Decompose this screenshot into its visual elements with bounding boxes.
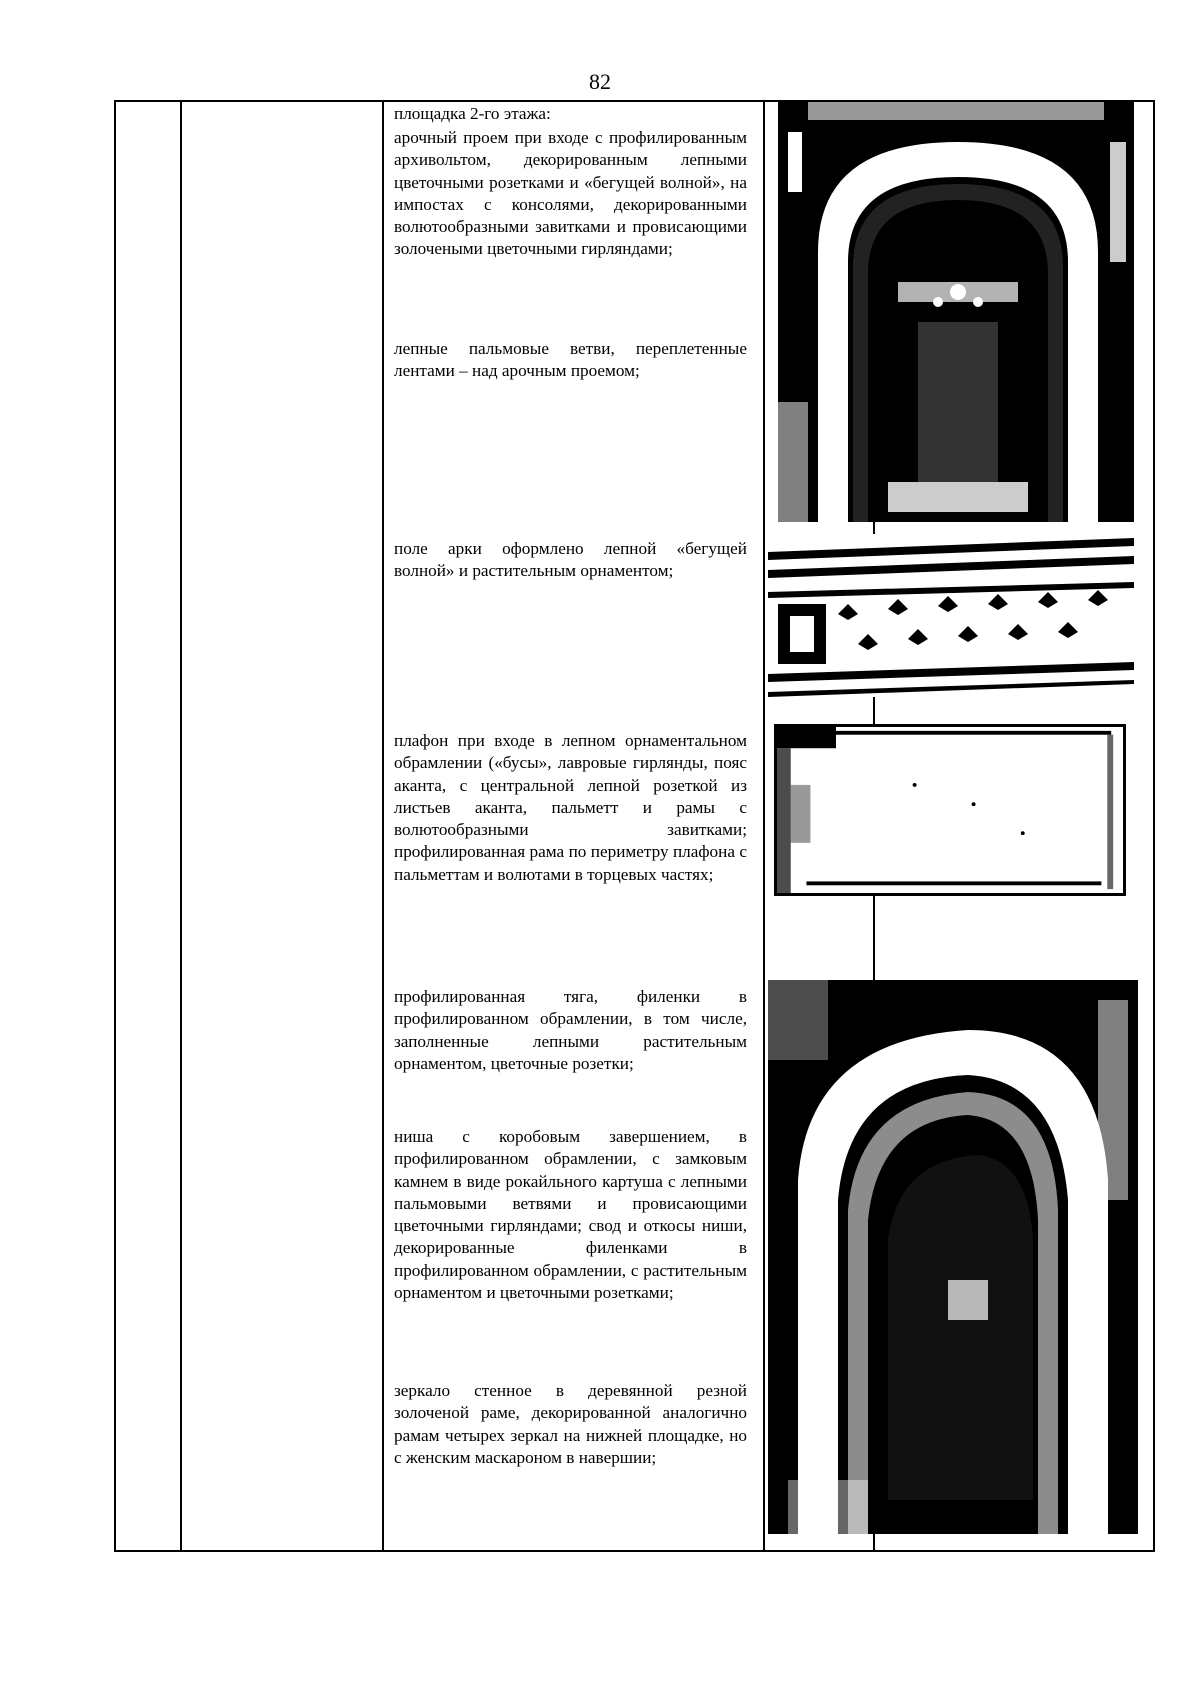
paragraph-palm-branches: лепные пальмовые ветви, переплетенные лентами – над арочным проемом; <box>394 339 747 381</box>
paragraph-niche: ниша с коробовым завершением, в профилированном обрамлении, с замковым камнем в виде рокайльного картуша с лепными пальмовыми ветвями и провисающими цветочными гирляндами; свод и откосы ниши, декорированные филенками в профилированном обрамлении, с растительным орнаментом и цветочными розетками; <box>394 1127 747 1303</box>
ceiling-plafond-photo <box>774 724 1126 896</box>
paragraph-landing-heading: площадка 2-го этажа: <box>394 104 551 123</box>
paragraph-mirror: зеркало стенное в деревянной резной золоченой раме, декорированной аналогично рамам четырех зеркал на нижней площадке, но с женским маскароном в навершии; <box>394 1381 747 1467</box>
paragraph-plafond: плафон при входе в лепном орнаментальном обрамлении («бусы», лавровые гирлянды, пояс аканта, с центральной лепной розеткой из листьев аканта, пальметт и рамы с волютообразными завитками; профилированная рама по периметру плафона с пальметтам и волютами в торцевых частях; <box>394 731 747 884</box>
paragraph-arch-field: поле арки оформлено лепной «бегущей волной» и растительным орнаментом; <box>394 539 747 581</box>
column-divider <box>180 102 182 1550</box>
niche-mirror-photo <box>768 980 1138 1534</box>
arch-entrance-photo <box>778 102 1134 522</box>
paragraph-arch-opening: арочный проем при входе с профилированным архивольтом, декорированным лепными цветочными розетками и «бегущей волной», на импостах с консолями, декорированными волютообразными завитками и провисающими золочеными цветочными гирляндами; <box>394 128 747 259</box>
arch-field-ornament-photo <box>768 534 1134 697</box>
paragraph-moulding: профилированная тяга, филенки в профилированном обрамлении, в том числе, заполненные лепными растительным орнаментом, цветочные розетки; <box>394 987 747 1073</box>
page-number: 82 <box>589 69 611 94</box>
column-divider <box>763 102 765 1550</box>
column-divider <box>382 102 384 1550</box>
